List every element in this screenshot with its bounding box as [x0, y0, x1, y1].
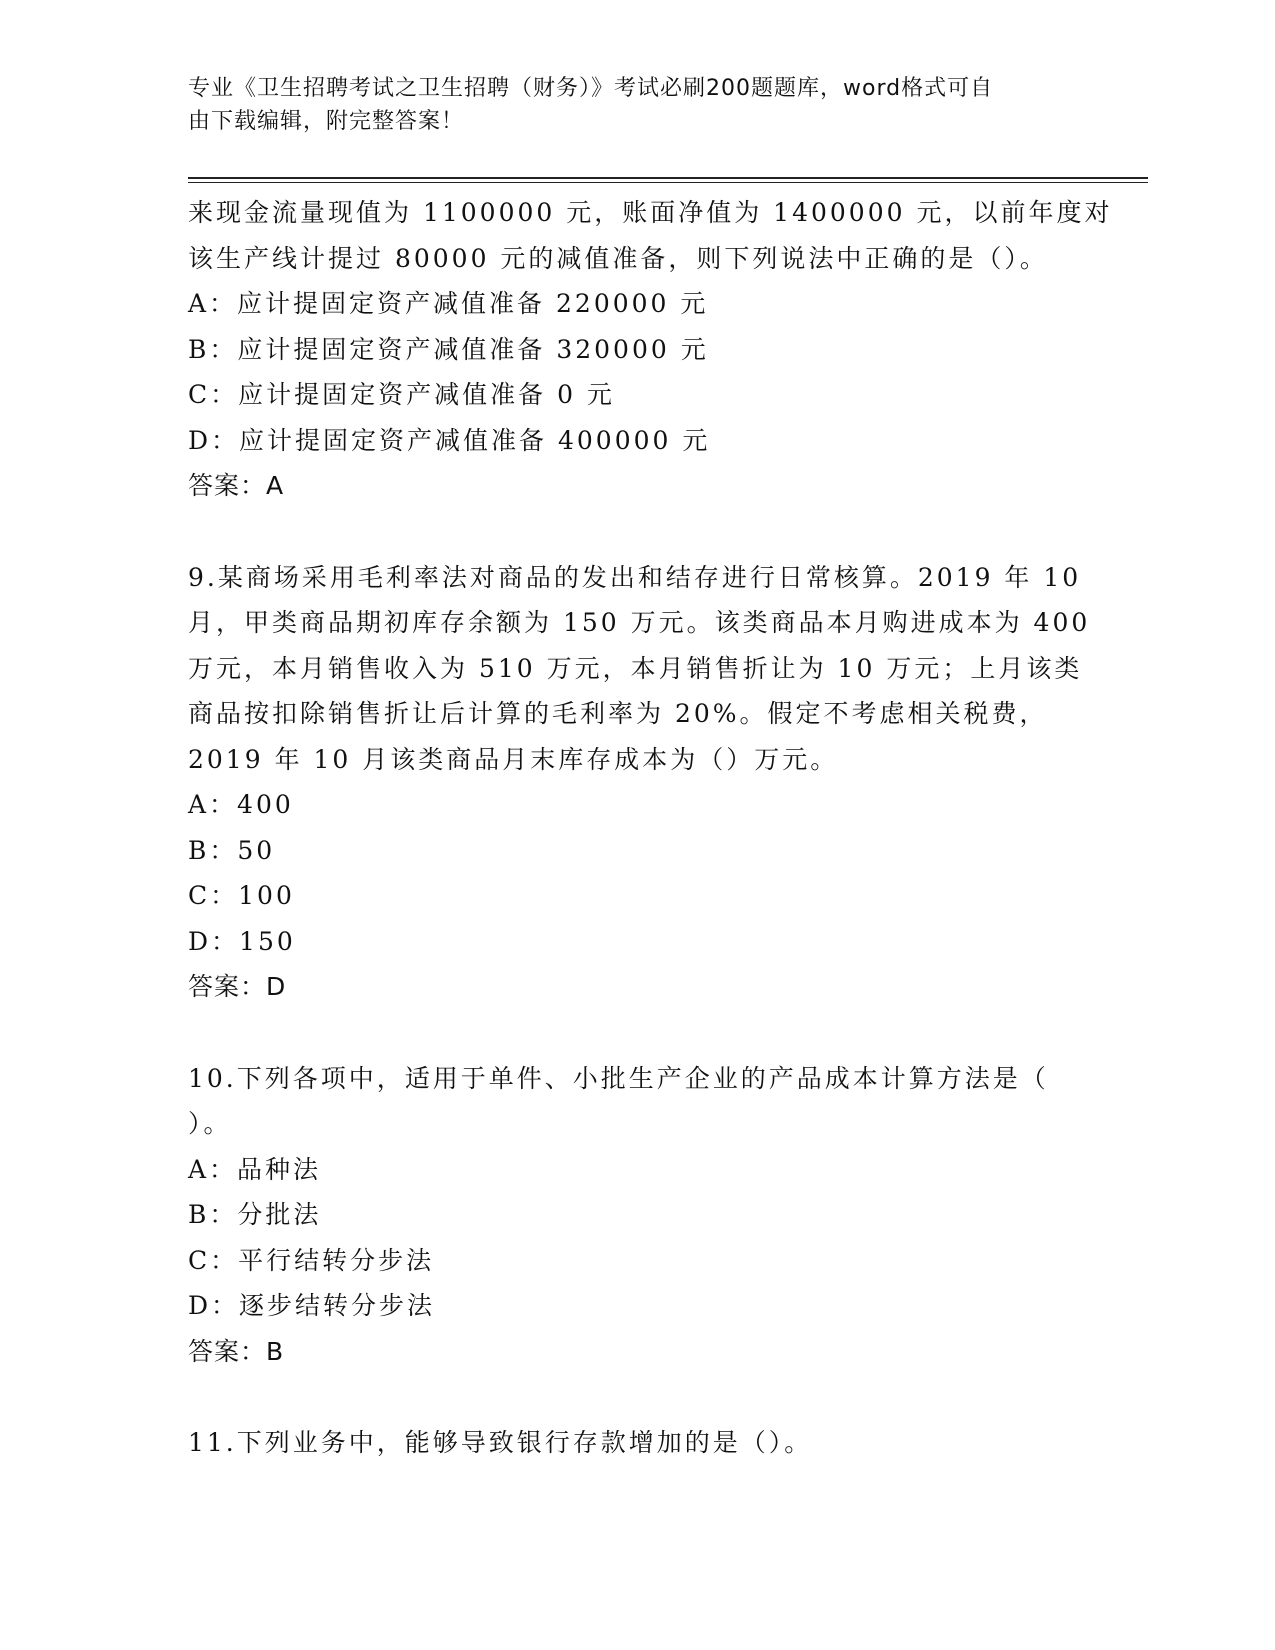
question-stem-line: 11.下列业务中，能够导致银行存款增加的是（）。: [188, 1428, 813, 1457]
question-stem-line: 万元，本月销售收入为 510 万元，本月销售折让为 10 万元；上月该类: [188, 653, 1083, 683]
question-stem-line: 10.下列各项中，适用于单件、小批生产企业的产品成本计算方法是（: [188, 1063, 1049, 1093]
header-title-line-1: 专业《卫生招聘考试之卫生招聘（财务）》考试必刷200题题库，word格式可自: [188, 76, 994, 101]
answer-label: 答案：D: [188, 972, 287, 1001]
answer-label: 答案：B: [188, 1336, 285, 1366]
option-b: B：分批法: [188, 1200, 322, 1229]
spacer: [188, 509, 1083, 555]
header-rule-thin: [188, 182, 1148, 183]
header-rule-thick: [188, 177, 1148, 179]
question-stem-line: 9.某商场采用毛利率法对商品的发出和结存进行日常核算。2019 年 10: [188, 562, 1082, 592]
question-stem-line: 来现金流量现值为 1100000 元，账面净值为 1400000 元，以前年度对: [188, 198, 1113, 227]
option-d: D：应计提固定资产减值准备 400000 元: [188, 425, 711, 455]
spacer: [188, 1010, 1083, 1056]
option-d: D：150: [188, 926, 296, 956]
option-b: B：应计提固定资产减值准备 320000 元: [188, 334, 709, 364]
option-c: C：应计提固定资产减值准备 0 元: [188, 380, 615, 409]
spacer: [188, 1374, 1083, 1420]
question-11: [188, 1420, 1083, 1466]
question-stem-line: 商品按扣除销售折让后计算的毛利率为 20%。假定不考虑相关税费，: [188, 699, 1048, 728]
question-8: [188, 190, 1113, 509]
option-a: A：应计提固定资产减值准备 220000 元: [188, 289, 709, 318]
option-c: C：平行结转分步法: [188, 1245, 435, 1275]
option-a: A：400: [188, 790, 294, 819]
document-header: [188, 72, 1068, 138]
question-stem-line: 月，甲类商品期初库存余额为 150 万元。该类商品本月购进成本为 400: [188, 608, 1091, 637]
question-10: [188, 1056, 1083, 1375]
answer-label: 答案：A: [188, 471, 285, 500]
question-9: [188, 555, 1091, 1010]
option-c: C：100: [188, 881, 295, 910]
question-stem-line: ）。: [188, 1109, 232, 1138]
question-stem-line: 该生产线计提过 80000 元的减值准备，则下列说法中正确的是（）。: [188, 243, 1048, 273]
option-b: B：50: [188, 835, 276, 865]
header-title-line-2: 由下载编辑，附完整答案！: [188, 109, 465, 134]
question-content: [188, 190, 1113, 1466]
option-d: D：逐步结转分步法: [188, 1291, 436, 1320]
question-stem-line: 2019 年 10 月该类商品月末库存成本为（）万元。: [188, 744, 839, 774]
option-a: A：品种法: [188, 1154, 322, 1184]
